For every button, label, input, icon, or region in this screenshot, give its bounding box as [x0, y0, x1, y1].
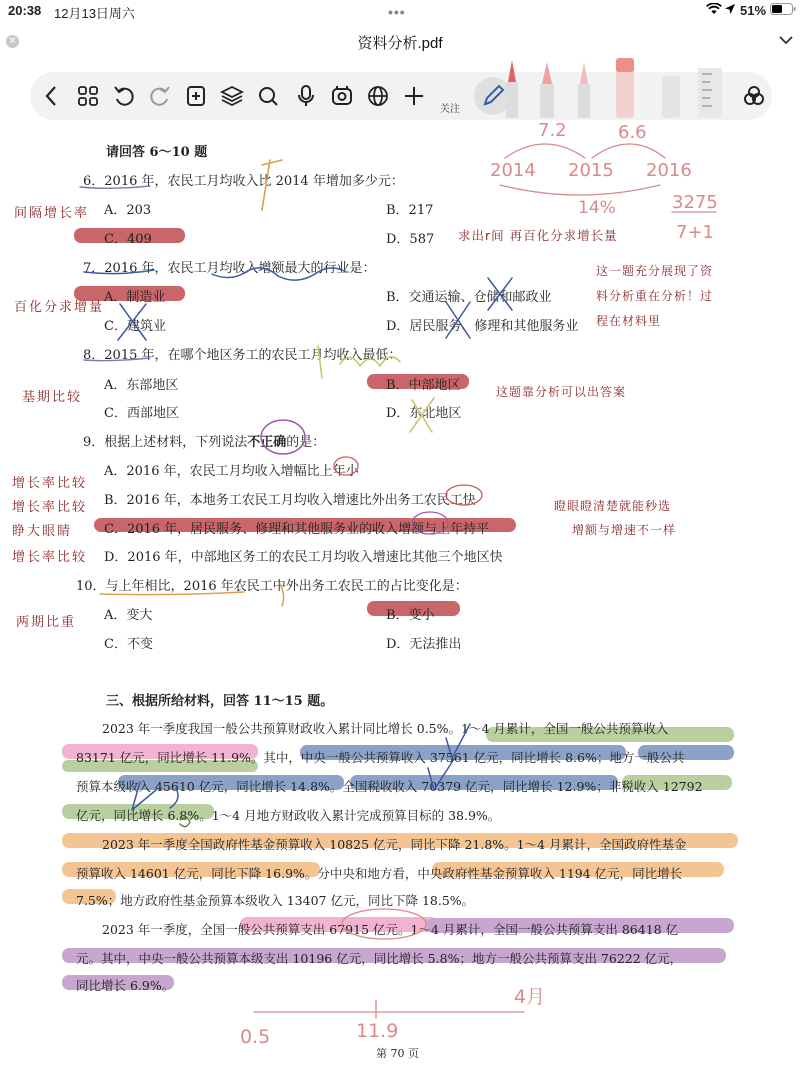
handwritten-note: 求出r间 再百化分求增长量 — [458, 228, 618, 243]
q9-option-c[interactable]: C．2016 年，居民服务、修理和其他服务业的收入增额与上年持平 — [104, 522, 490, 537]
handwritten-note: 增长率比较 — [12, 476, 88, 491]
sketch-label: 7+1 — [676, 222, 714, 243]
paragraph-line: 预算收入 14601 亿元，同比下降 16.9%。分中央和地方看，中央政府性基金预算收入 1194 亿元，同比增长 — [76, 866, 683, 881]
page-number: 第 70 页 — [376, 1047, 419, 1060]
handwritten-note: 程在材料里 — [596, 314, 662, 328]
paragraph-line: 亿元，同比增长 6.8%。1～4 月地方财政收入累计完成预算目标的 38.9%。 — [76, 808, 501, 823]
q7-option-c[interactable]: C．建筑业 — [104, 319, 166, 334]
q9-option-d[interactable]: D．2016 年，中部地区务工的农民工月均收入增速比其他三个地区快 — [104, 550, 503, 565]
eraser-tool[interactable] — [616, 58, 634, 118]
q9-option-b[interactable]: B．2016 年，本地务工农民工月均收入增速比外出务工农民工快 — [104, 493, 476, 508]
handwritten-note: 增长率比较 — [12, 550, 88, 565]
handwritten-note: 增长率比较 — [12, 500, 88, 515]
paragraph-line: 7.5%；地方政府性基金预算本级收入 13407 亿元，同比下降 18.5%。 — [76, 893, 475, 908]
sticker-icon[interactable] — [328, 82, 356, 110]
sketch-label: 6.6 — [618, 122, 647, 143]
handwritten-note: 这题靠分析可以出答案 — [496, 385, 627, 399]
paragraph-line: 同比增长 6.9%。 — [76, 978, 175, 993]
undo-icon[interactable] — [110, 82, 138, 110]
q10-option-b[interactable]: B．变小 — [386, 608, 435, 623]
search-icon[interactable] — [254, 82, 282, 110]
q10-option-c[interactable]: C．不变 — [104, 637, 153, 652]
battery-icon — [770, 3, 796, 18]
redo-icon[interactable] — [146, 82, 174, 110]
red-pen-tool[interactable] — [506, 60, 518, 118]
close-icon[interactable]: ✕ — [6, 35, 19, 48]
sketch-label: 4月 — [514, 986, 546, 1008]
title-bar — [0, 24, 800, 58]
layers-icon[interactable] — [218, 82, 246, 110]
q10-option-d[interactable]: D．无法推出 — [386, 637, 462, 652]
question-10-stem: 10．与上年相比，2016 年农民工中外出务工农民工的占比变化是： — [76, 579, 468, 594]
sketch-label: 3275 — [672, 192, 718, 213]
color-palette-icon[interactable] — [740, 82, 768, 110]
question-9-stem: 9．根据上述材料，下列说法不正确的是： — [83, 435, 326, 450]
paragraph-line: 预算本级收入 45610 亿元，同比增长 14.8%。全国税收收入 70379 亿元，同比增长 12.9%；非税收入 12792 — [76, 779, 703, 794]
q6-option-b[interactable]: B．217 — [386, 203, 434, 218]
section-heading: 请回答 6～10 题 — [106, 145, 208, 160]
sketch-label: 0.5 — [240, 1026, 271, 1048]
lasso-tool[interactable] — [662, 76, 680, 118]
paragraph-line: 2023 年一季度我国一般公共预算财政收入累计同比增长 0.5%。1～4 月累计，全国一般公共预算收入 — [102, 721, 669, 736]
paragraph-line: 2023 年一季度，全国一般公共预算支出 67915 亿元。1～4 月累计，全国一般公共预算支出 86418 亿 — [102, 922, 679, 937]
q6-option-d[interactable]: D．587 — [386, 232, 435, 247]
wifi-icon — [706, 3, 722, 18]
sketch-label: 2016 — [646, 160, 692, 181]
annotation-toolbar — [30, 72, 772, 120]
add-icon[interactable] — [400, 82, 428, 110]
location-icon — [724, 3, 736, 18]
ruler-tool[interactable] — [698, 68, 722, 118]
handwritten-note: 增额与增速不一样 — [572, 523, 677, 537]
handwritten-note: 基期比较 — [22, 390, 83, 405]
q10-option-a[interactable]: A．变大 — [104, 608, 153, 623]
q7-option-a[interactable]: A．制造业 — [104, 290, 166, 305]
status-bar — [0, 0, 800, 22]
microphone-icon[interactable] — [292, 82, 320, 110]
q7-option-b[interactable]: B．交通运输、仓储和邮政业 — [386, 290, 552, 305]
back-icon[interactable] — [38, 82, 66, 110]
q8-option-a[interactable]: A．东部地区 — [104, 378, 179, 393]
q9-option-a[interactable]: A．2016 年，农民工月均收入增幅比上年小 — [104, 464, 359, 479]
question-7-stem: 7．2016 年，农民工月均收入增额最大的行业是： — [83, 261, 376, 276]
paragraph-line: 2023 年一季度全国政府性基金预算收入 10825 亿元，同比下降 21.8%。1～4 月累计，全国政府性基金 — [102, 837, 687, 852]
handwritten-note: 间隔增长率 — [14, 206, 90, 221]
handwritten-note: 料分析重在分析！过 — [596, 289, 714, 303]
handwritten-note: 这一题充分展现了资 — [596, 264, 714, 278]
q6-option-a[interactable]: A．203 — [104, 203, 152, 218]
follow-label[interactable]: 关注 — [440, 104, 460, 115]
handwritten-note: 百化分求增量 — [14, 300, 105, 315]
pink-marker-tool[interactable] — [540, 62, 554, 118]
q8-option-c[interactable]: C．西部地区 — [104, 406, 179, 421]
battery-percent: 51% — [740, 3, 767, 18]
document-title: 资料分析.pdf — [357, 35, 443, 52]
q8-option-d[interactable]: D．东北地区 — [386, 406, 462, 421]
chevron-down-icon[interactable] — [778, 32, 794, 50]
status-time: 20:38 — [8, 3, 42, 18]
q6-option-c[interactable]: C．409 — [104, 232, 152, 247]
question-8-stem: 8．2015 年，在哪个地区务工的农民工月均收入最低： — [83, 348, 402, 363]
handwritten-note: 瞪眼瞪清楚就能秒选 — [554, 499, 672, 513]
sketch-label: 14% — [578, 198, 616, 218]
light-pink-pen-tool[interactable] — [578, 62, 590, 118]
handwritten-note: 睁大眼睛 — [12, 524, 73, 539]
section-3-heading: 三、根据所给材料，回答 11～15 题。 — [106, 694, 334, 709]
grid-icon[interactable] — [74, 82, 102, 110]
multitask-dots[interactable]: ••• — [388, 4, 406, 20]
globe-icon[interactable] — [364, 82, 392, 110]
sketch-label: 11.9 — [356, 1020, 399, 1042]
sketch-label: 2014 — [490, 160, 536, 181]
sketch-label: 2015 — [568, 160, 614, 181]
sketch-label: 7.2 — [538, 120, 567, 141]
question-6-stem: 6．2016 年，农民工月均收入比 2014 年增加多少元： — [83, 174, 404, 189]
status-date: 12月13日周六 — [54, 6, 135, 21]
paragraph-line: 83171 亿元，同比增长 11.9%。其中，中央一般公共预算收入 37561 亿元，同比增长 8.6%；地方一般公共 — [76, 750, 685, 765]
q8-option-b[interactable]: B．中部地区 — [386, 378, 461, 393]
handwritten-note: 两期比重 — [16, 615, 77, 630]
q7-option-d[interactable]: D．居民服务、修理和其他服务业 — [386, 319, 579, 334]
add-page-icon[interactable] — [182, 82, 210, 110]
paragraph-line: 元。其中，中央一般公共预算本级支出 10196 亿元，同比增长 5.8%；地方一般公共预算支出 76222 亿元， — [76, 951, 683, 966]
